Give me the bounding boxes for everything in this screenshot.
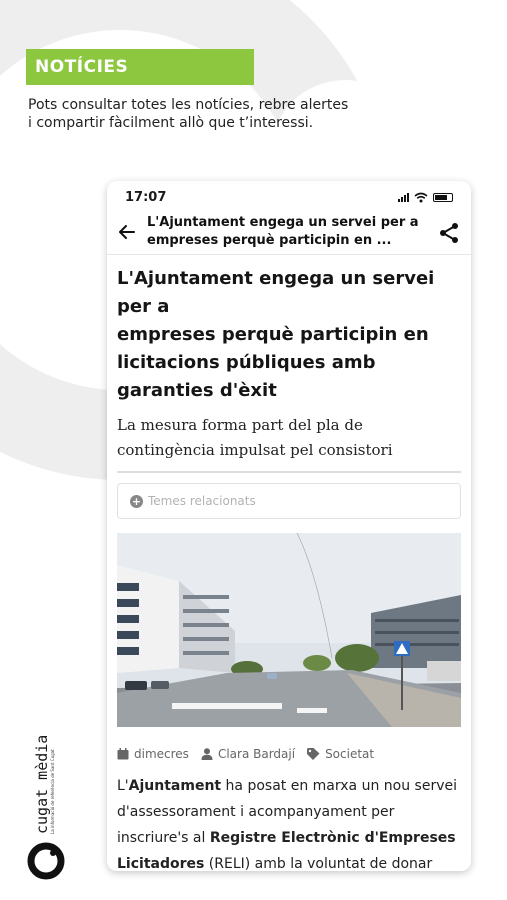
meta-date — [117, 747, 189, 761]
article-meta — [117, 747, 461, 761]
user-icon — [201, 748, 213, 760]
nav-title — [147, 214, 427, 250]
meta-author-text[interactable]: Clara Bardají — [217, 747, 296, 761]
headline-line: garanties d'èxit — [117, 380, 277, 401]
nav-bar — [107, 213, 471, 255]
share-icon[interactable] — [437, 221, 461, 245]
cugat-media-logo — [26, 710, 66, 880]
body-line: Licitadores (RELI) amb la voluntat de donar — [117, 856, 433, 871]
plus-circle-icon: + — [131, 494, 142, 508]
meta-author — [201, 747, 295, 761]
status-time: 17:07 — [125, 190, 167, 205]
article-subhead — [117, 413, 461, 463]
article-headline — [117, 265, 461, 405]
wifi-icon — [414, 192, 428, 203]
logo-tagline: La informació de referència de Sant Cugat — [50, 749, 55, 834]
intro-line: i compartir fàcilment allò que t’interessi. — [28, 115, 314, 131]
logo-wordmark: cugat mèdia — [33, 734, 51, 834]
street-photo-illustration — [117, 533, 461, 727]
phone-screenshot — [107, 181, 471, 871]
headline-line: empreses perquè participin en — [117, 324, 429, 345]
headline-line: L'Ajuntament engega un servei per a — [117, 268, 435, 317]
body-line: d'assessorament i acompanyament per — [117, 804, 395, 820]
section-badge: NOTÍCIES — [26, 49, 254, 85]
section-intro — [28, 96, 408, 132]
subhead-line: La mesura forma part del pla de — [117, 416, 363, 434]
meta-category-text[interactable]: Societat — [325, 747, 375, 761]
signal-icon — [398, 193, 409, 202]
calendar-icon — [117, 748, 129, 760]
arrow-left-icon[interactable] — [117, 222, 139, 244]
headline-line: licitacions públiques amb — [117, 352, 376, 373]
divider — [117, 471, 461, 473]
meta-category — [307, 747, 374, 761]
logo-mark-icon — [27, 842, 65, 880]
status-icons — [398, 192, 453, 203]
article — [107, 265, 471, 871]
article-photo — [117, 533, 461, 727]
logo-text — [26, 710, 66, 835]
article-body — [117, 773, 461, 871]
body-line: inscriure's al Registre Electrònic d'Empreses — [117, 830, 456, 846]
nav-title-line: L'Ajuntament engega un servei per a — [147, 215, 419, 230]
subhead-line: contingència impulsat pel consistori — [117, 441, 393, 459]
nav-title-line: empreses perquè participin en ... — [147, 233, 392, 248]
status-bar — [107, 181, 471, 213]
battery-icon — [433, 193, 453, 202]
meta-date-text: dimecres — [134, 747, 189, 761]
related-topics-button[interactable] — [117, 483, 461, 519]
related-topics-label: Temes relacionats — [148, 494, 256, 508]
intro-line: Pots consultar totes les notícies, rebre alertes — [28, 97, 349, 113]
body-line: L'Ajuntament ha posat en marxa un nou servei — [117, 778, 457, 794]
tag-icon — [307, 748, 320, 760]
